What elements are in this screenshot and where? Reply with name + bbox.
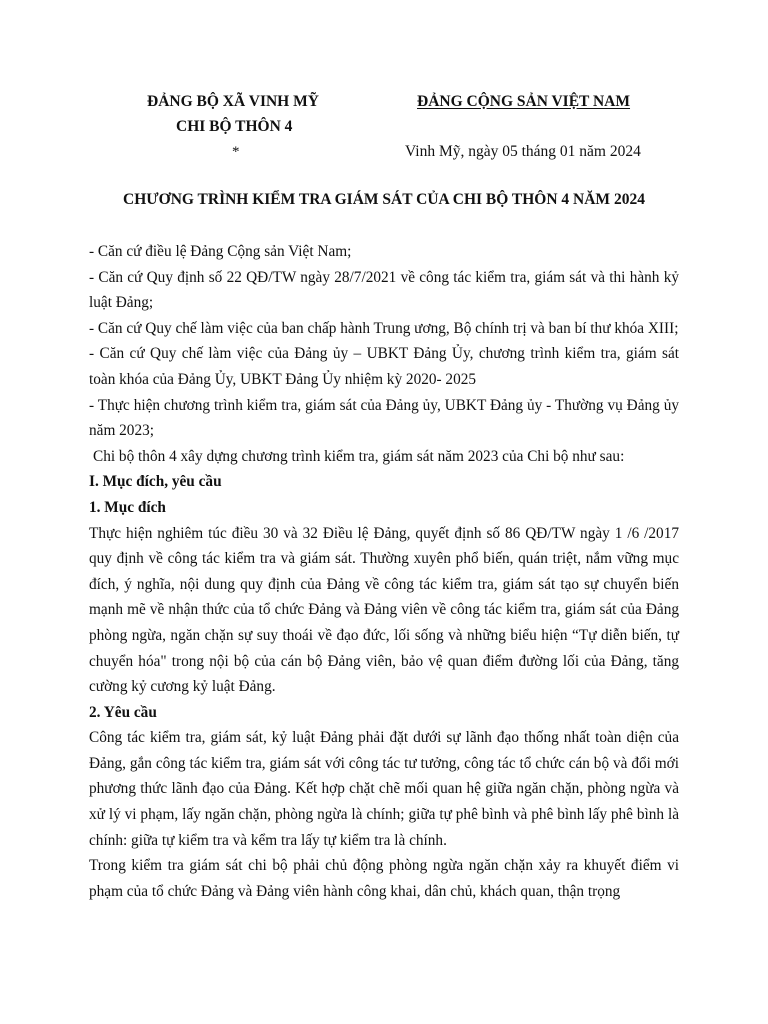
basis-item: - Căn cứ Quy định số 22 QĐ/TW ngày 28/7/2021 về công tác kiểm tra, giám sát và thi hành kỷ luật Đảng; — [89, 268, 679, 312]
basis-item: - Căn cứ Quy chế làm việc của Đảng ủy – UBKT Đảng Ủy, chương trình kiểm tra, giám sát toàn khóa của Đảng Ủy, UBKT Đảng Ủy nhiệm kỳ 2020- 2025 — [89, 345, 679, 388]
requirements-paragraph: Công tác kiểm tra, giám sát, kỷ luật Đảng phải đặt dưới sự lãnh đạo thống nhất toàn diện của Đảng, gắn công tác kiểm tra, giám sát với công tác tư tưởng, công tác tổ chức cán bộ và đổi mới phương thức lãnh đạo của Đảng. Kết hợp chặt chẽ mối quan hệ giữa ngăn chặn, phòng ngừa và xử lý vi phạm, lấy ngăn chặn, phòng ngừa là chính; giữa tự phê bình và phê bình lấy phê bình là chính: giữa tự kiểm tra và kểm tra lấy tự kiểm tra là chính. — [89, 729, 679, 849]
basis-item: - Căn cứ điều lệ Đảng Cộng sản Việt Nam; — [89, 243, 352, 260]
basis-item: - Căn cứ Quy chế làm việc của ban chấp hành Trung ương, Bộ chính trị và ban bí thư khóa XIII; — [89, 319, 679, 337]
document-body — [89, 239, 679, 904]
requirements-paragraph-2: Trong kiểm tra giám sát chi bộ phải chủ động phòng ngừa ngăn chặn xảy ra khuyết điểm vi phạm của tổ chức Đảng và Đảng viên hành công khai, dân chủ, khách quan, thận trọng — [89, 857, 679, 900]
document-title: CHƯƠNG TRÌNH KIỂM TRA GIÁM SÁT CỦA CHI BỘ THÔN 4 NĂM 2024 — [123, 191, 645, 208]
subsection-heading-purpose: 1. Mục đích — [89, 498, 166, 516]
header-star: * — [232, 144, 240, 160]
party-name: ĐẢNG CỘNG SẢN VIỆT NAM — [417, 93, 631, 110]
date-line: Vinh Mỹ, ngày 05 tháng 01 năm 2024 — [405, 143, 641, 160]
purpose-paragraph: Thực hiện nghiêm túc điều 30 và 32 Điều lệ Đảng, quyết định số 86 QĐ/TW ngày 1 /6 /2017 quy định về công tác kiểm tra và giám sát. Thường xuyên phổ biến, quán triệt, nắm vững mục đích, ý nghĩa, nội dung quy định của Đảng về công tác kiểm tra, giám sát tạo sự chuyển biến mạnh mẽ về nhận thức của tổ chức Đảng và Đảng viên về công tác kiểm tra, giám sát của Đảng phòng ngừa, ngăn chặn sự suy thoái về đạo đức, lối sống và những biểu hiện “Tự diễn biến, tự chuyển hóa" trong nội bộ của cán bộ Đảng viên, bảo vệ quan điểm đường lối của Đảng, tăng cường kỷ cương kỷ luật Đảng. — [89, 524, 679, 696]
basis-item: - Thực hiện chương trình kiểm tra, giám sát của Đảng ủy, UBKT Đảng ủy - Thường vụ Đảng ủy năm 2023; — [89, 396, 679, 440]
intro-paragraph: Chi bộ thôn 4 xây dựng chương trình kiểm tra, giám sát năm 2023 của Chi bộ như sau: — [93, 447, 625, 465]
section-heading: I. Mục đích, yêu cầu — [89, 473, 222, 491]
branch-name: CHI BỘ THÔN 4 — [176, 118, 293, 135]
org-name: ĐẢNG BỘ XÃ VINH MỸ — [147, 93, 319, 110]
subsection-heading-requirements: 2. Yêu cầu — [89, 703, 157, 721]
